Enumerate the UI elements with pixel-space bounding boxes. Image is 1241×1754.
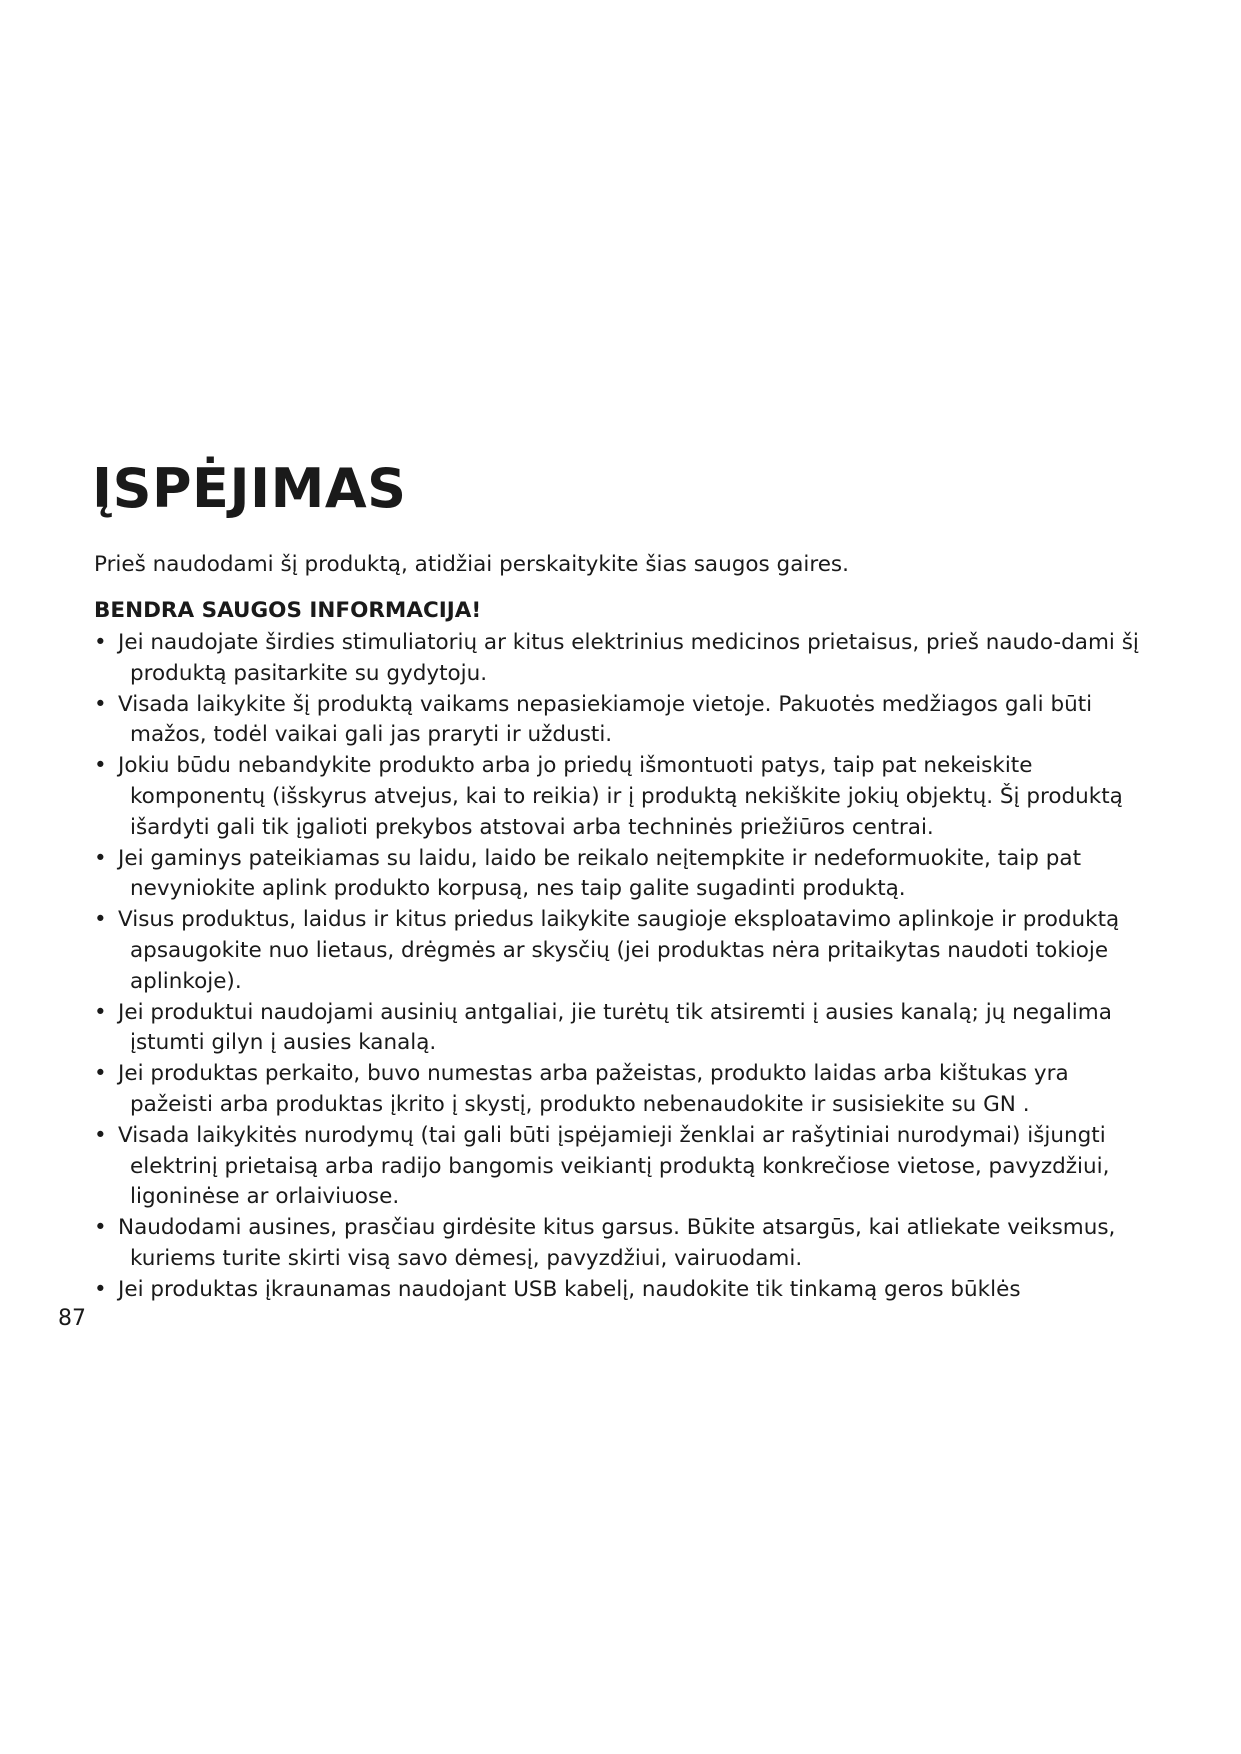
list-item: [94, 998, 1154, 1060]
list-item: [94, 1275, 1154, 1306]
bullet-icon: •: [94, 753, 107, 779]
list-item-text: Jei produktas įkraunamas naudojant USB kabelį, naudokite tik tinkamą geros būklės: [118, 1276, 1021, 1302]
list-item-text: Jei gaminys pateikiamas su laidu, laido be reikalo neįtempkite ir nedeformuokite, taip pat nevyniokite aplink produkto korpusą, nes taip galite sugadinti produktą.: [118, 845, 1082, 902]
bullet-icon: •: [94, 907, 107, 933]
list-item-text: Visada laikykite šį produktą vaikams nepasiekiamoje vietoje. Pakuotės medžiagos gali būti mažos, todėl vaikai gali jas praryti ir uždusti.: [118, 691, 1093, 748]
bullet-icon: •: [94, 691, 107, 717]
list-item: [94, 751, 1154, 843]
bullet-icon: •: [94, 630, 107, 655]
list-item: [94, 1121, 1154, 1213]
list-item-text: Visada laikykitės nurodymų (tai gali būti įspėjamieji ženklai ar rašytiniai nurodymai) išjungti elektrinį prietaisą arba radijo bangomis veikiantį produktą konkrečiose vietose, pavyzdžiui, ligoninėse ar orlaiviuose.: [118, 1122, 1110, 1210]
list-item-text: Jei produktas perkaito, buvo numestas arba pažeistas, produkto laidas arba kištukas yra pažeisti arba produktas įkrito į skystį, produkto nebenaudokite ir susisiekite su GN .: [118, 1061, 1069, 1117]
bullet-icon: •: [94, 1061, 107, 1087]
page-number: 87: [58, 1306, 86, 1331]
section-heading: BENDRA SAUGOS INFORMACIJA!: [94, 598, 482, 623]
page-title: ĮSPĖJIMAS: [92, 457, 407, 520]
list-item: [94, 628, 1154, 690]
list-item-text: Jei produktui naudojami ausinių antgaliai, jie turėtų tik atsiremti į ausies kanalą; jų negalima įstumti gilyn į ausies kanalą.: [118, 999, 1112, 1056]
bullet-icon: •: [94, 1276, 107, 1302]
bullet-icon: •: [94, 845, 107, 871]
intro-text: Prieš naudodami šį produktą, atidžiai perskaitykite šias saugos gaires.: [94, 552, 849, 577]
list-item-text: Jei naudojate širdies stimuliatorių ar kitus elektrinius medicinos prietaisus, prieš naudo-dami šį produktą pasitarkite su gydytoju.: [118, 630, 1139, 686]
list-item-text: Jokiu būdu nebandykite produkto arba jo priedų išmontuoti patys, taip pat nekeiskite komponentų (išskyrus atvejus, kai to reikia) ir į produktą nekiškite jokių objektų. Šį produktą išardyti gali tik įgalioti prekybos atstovai arba techninės priežiūros centrai.: [118, 753, 1123, 840]
bullet-icon: •: [94, 999, 107, 1025]
safety-list: [94, 628, 1154, 1306]
list-item-text: Naudodami ausines, prasčiau girdėsite kitus garsus. Būkite atsargūs, kai atliekate veiksmus, kuriems turite skirti visą savo dėmesį, pavyzdžiui, vairuodami.: [118, 1215, 1116, 1271]
list-item: [94, 690, 1154, 752]
bullet-icon: •: [94, 1122, 107, 1148]
list-item: [94, 1059, 1154, 1121]
list-item: [94, 1213, 1154, 1275]
list-item: [94, 844, 1154, 906]
bullet-icon: •: [94, 1215, 107, 1241]
list-item: [94, 905, 1154, 997]
list-item-text: Visus produktus, laidus ir kitus priedus laikykite saugioje eksploatavimo aplinkoje ir produktą apsaugokite nuo lietaus, drėgmės ar skysčių (jei produktas nėra pritaikytas naudoti tokioje aplinkoje).: [118, 907, 1120, 994]
